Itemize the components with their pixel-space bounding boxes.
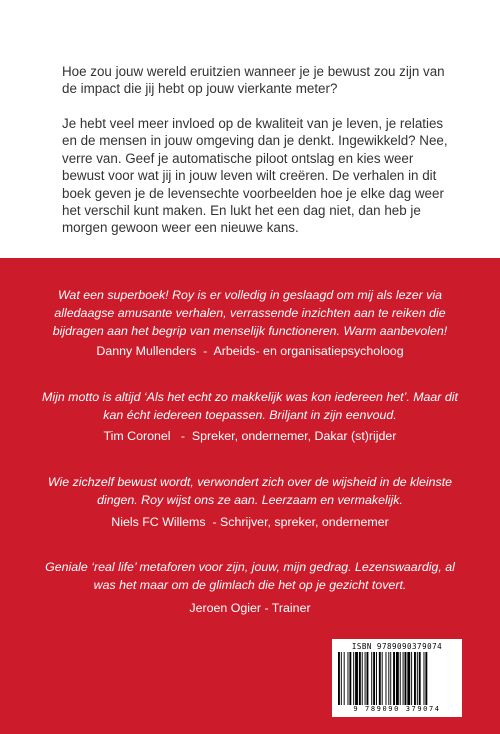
barcode-bar [400, 652, 401, 705]
barcode-bar [424, 652, 425, 705]
barcode-bar [403, 652, 404, 705]
testimonial-attribution: Jeroen Ogier - Trainer [189, 601, 311, 615]
body-paragraph: Je hebt veel meer invloed op de kwaliteit van je leven, je relaties en de mensen in jouw omgeving dan je denkt. Ingewikkeld? Nee, verre van. Geef je automatische piloot ontslag en kies weer bewust voor wat jij in jouw leven wilt creëren. De verhalen in dit boek geven je de levensechte voorbeelden hoe je elke dag weer het verschil kunt maken. En lukt het een dag niet, dan heb je morgen gewoon weer een nieuwe kans. [62, 116, 448, 236]
intro-paragraph: Hoe zou jouw wereld eruitzien wanneer je je bewust zou zijn van de impact die jij hebt op jouw vierkante meter? [62, 64, 445, 97]
barcode-bar [367, 652, 369, 705]
isbn-barcode [332, 639, 462, 717]
barcode-bar [425, 652, 427, 705]
barcode-bar [341, 652, 342, 705]
testimonial-attribution: Tim Coronel - Spreker, ondernemer, Dakar (st)rijder [103, 429, 397, 443]
barcode-bar [382, 652, 383, 705]
barcode-bar [419, 652, 421, 705]
barcode-bar [349, 652, 351, 705]
testimonial-attribution: Niels FC Willems - Schrijver, spreker, ondernemer [111, 515, 389, 529]
isbn-label: ISBN 9789090379074 [351, 642, 443, 651]
barcode-bar [393, 652, 395, 705]
description-section [0, 0, 500, 258]
barcode-bar [414, 652, 416, 705]
barcode-bar [417, 652, 418, 705]
barcode-bar [407, 652, 410, 705]
testimonial-quote: Geniale ‘real life’ metaforen voor zijn, jouw, mijn gedrag. Lezenswaardig, al was het maar om de glimlach die het op je gezicht tovert. [45, 560, 455, 592]
barcode-bar [362, 652, 363, 705]
testimonials-section [0, 258, 500, 734]
barcode-bar [371, 652, 372, 705]
barcode-bar [405, 652, 407, 705]
testimonial-attribution: Danny Mullenders - Arbeids- en organisatiepsycholoog [96, 344, 404, 358]
testimonial-quote: Mijn motto is altijd ‘Als het echt zo makkelijk was kon iedereen het’. Maar dit kan écht iedereen toepassen. Briljant in zijn eenvoud. [42, 390, 458, 422]
barcode-bar [373, 652, 375, 705]
barcode-bar [344, 652, 345, 705]
barcode-bar [353, 652, 354, 705]
barcode-bar [386, 652, 387, 705]
testimonial-quote: Wat een superboek! Roy is er volledig in geslaagd om mij als lezer via alledaagse amusante verhalen, verrassende inzichten aan te reiken die bijdragen aan het begrip van menselijk functioneren. Warm aanbevolen! [52, 288, 448, 338]
barcode-bar [355, 652, 358, 705]
barcode-bar [379, 652, 381, 705]
barcode-bar [388, 652, 389, 705]
barcode-bar [359, 652, 361, 705]
barcode-bar [376, 652, 377, 705]
barcode-bar [338, 652, 340, 705]
barcode-bar [396, 652, 399, 705]
barcode-bar [411, 652, 412, 705]
barcode-bar [348, 652, 349, 705]
barcode-bars [338, 652, 456, 705]
barcode-bar [365, 652, 366, 705]
barcode-bar [390, 652, 391, 705]
testimonial-quote: Wie zichzelf bewust wordt, verwondert zich over de wijsheid in de kleinste dingen. Roy wijst ons ze aan. Leerzaam en vermakelijk. [47, 475, 453, 507]
barcode-digits: 9 789090 379074 [353, 705, 441, 713]
